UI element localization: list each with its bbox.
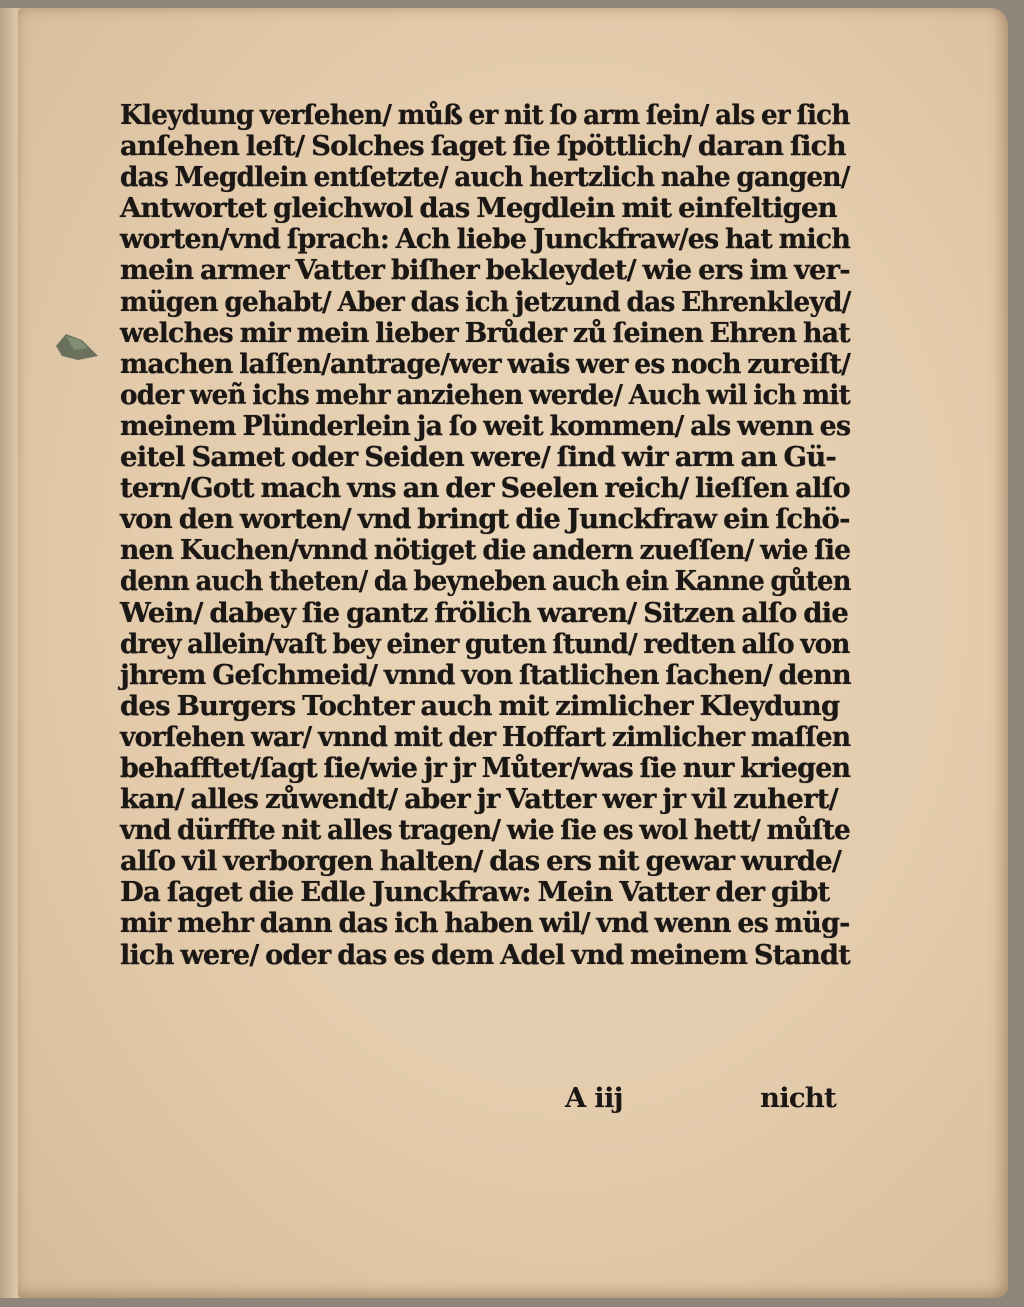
text-line: vorſehen war/ vnnd mit der Hoffart zimlicher maſſen: [120, 720, 851, 753]
text-line: tern/Gott mach vns an der Seelen reich/ lieſſen alſo: [120, 472, 850, 505]
text-line: oder weñ ichs mehr anziehen werde/ Auch wil ich mit: [120, 378, 850, 411]
text-line: Kleydung verſehen/ můß er nit ſo arm ſein/ als er ſich: [120, 99, 850, 131]
page-footer: [120, 1082, 850, 1116]
catchword: nicht: [760, 1082, 836, 1114]
text-line: mir mehr dann das ich haben wil/ vnd wenn es müg-: [120, 907, 850, 940]
text-line: anſehen leſt/ Solches ſaget ſie ſpöttlich/ daran ſich: [120, 130, 846, 163]
text-line: Wein/ dabey ſie gantz frölich waren/ Sitzen alſo die: [120, 596, 849, 629]
text-line: mein armer Vatter biſher bekleydet/ wie ers im ver-: [120, 254, 850, 287]
text-line: behafftet/ſagt ſie/wie jr jr Můter/was ſie nur kriegen: [120, 751, 851, 784]
text-line: Da ſaget die Edle Junckfraw: Mein Vatter der gibt: [120, 876, 830, 909]
text-line: Antwortet gleichwol das Megdlein mit einfeltigen: [120, 192, 837, 225]
text-line: alſo vil verborgen halten/ das ers nit gewar wurde/: [120, 845, 842, 878]
text-line: eitel Samet oder Seiden were/ ſind wir arm an Gü-: [120, 441, 837, 474]
text-line: drey allein/vaſt bey einer guten ſtund/ redten alſo von: [120, 627, 850, 660]
text-line: lich were/ oder das es dem Adel vnd meinem Standt: [120, 938, 850, 971]
text-line: mügen gehabt/ Aber das ich jetzund das Ehrenkleyd/: [120, 285, 851, 318]
marginal-tab-mark: [52, 326, 100, 364]
text-line: des Burgers Tochter auch mit zimlicher Kleydung: [120, 689, 840, 722]
text-line: von den worten/ vnd bringt die Junckfraw ein ſchö-: [120, 503, 850, 536]
body-text: [120, 100, 850, 971]
text-line: meinem Plünderlein ja ſo weit kommen/ als wenn es: [120, 409, 851, 442]
text-line: nen Kuchen/vnnd nötiget die andern zueſſen/ wie ſie: [120, 534, 851, 567]
text-line: das Megdlein entſetzte/ auch hertzlich nahe gangen/: [120, 161, 850, 194]
signature-mark: A iij: [565, 1082, 623, 1114]
text-line: denn auch theten/ da beyneben auch ein Kanne gůten: [120, 565, 851, 598]
text-line: jhrem Geſchmeid/ vnnd von ſtatlichen ſachen/ denn: [120, 658, 851, 691]
text-line: vnd dürffte nit alles tragen/ wie ſie es wol hett/ můſte: [120, 814, 851, 847]
text-line: worten/vnd ſprach: Ach liebe Junckfraw/es hat mich: [120, 223, 851, 256]
text-line: machen laſſen/antrage/wer wais wer es noch zureiſt/: [120, 347, 851, 380]
text-line: kan/ alles zůwendt/ aber jr Vatter wer jr vil zuhert/: [120, 783, 838, 816]
text-line: welches mir mein lieber Brůder zů ſeinen Ehren hat: [120, 316, 850, 349]
